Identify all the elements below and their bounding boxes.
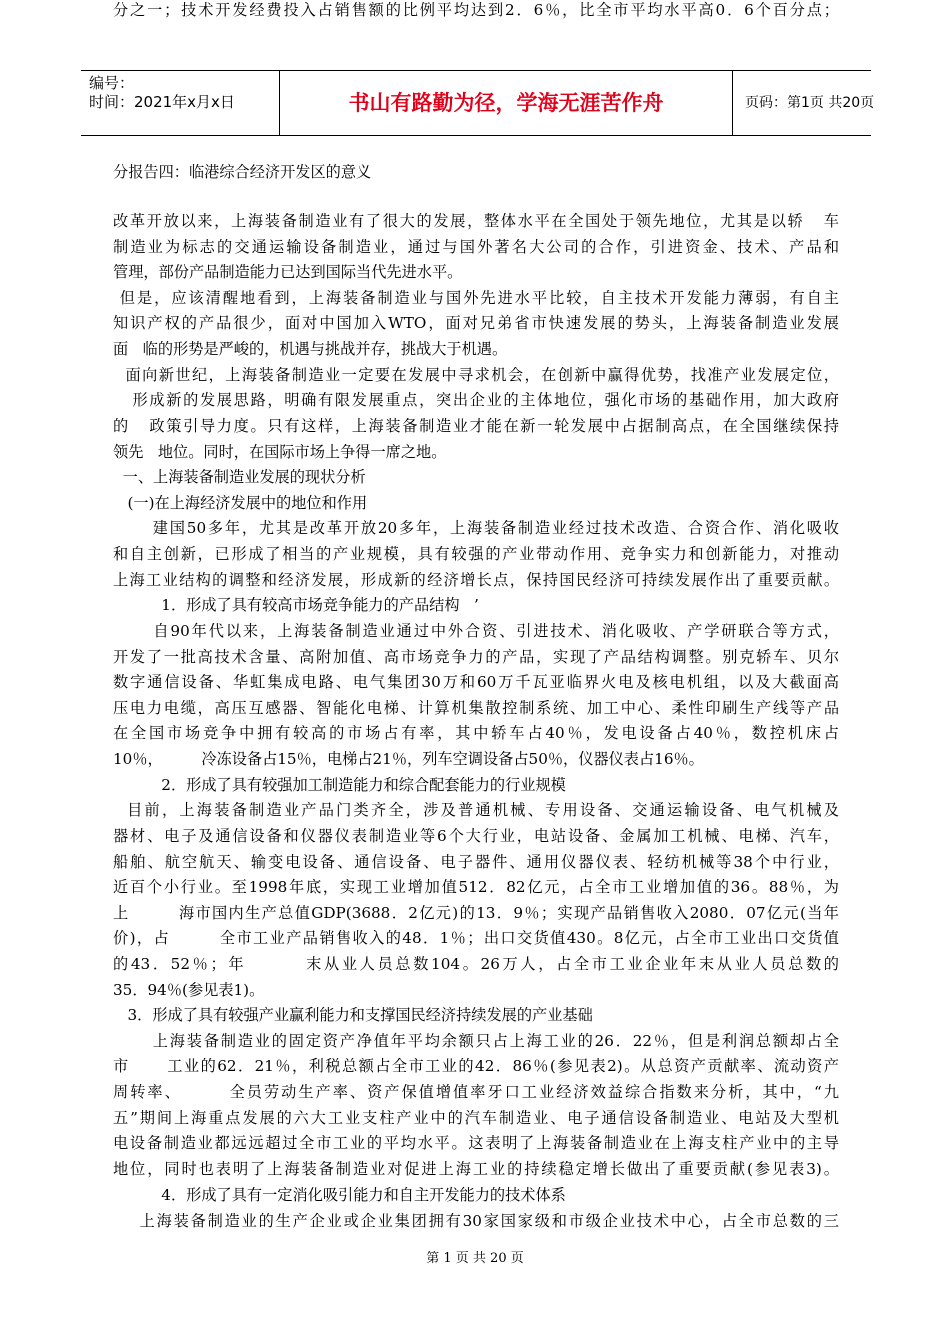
body-line: 压电力电缆，高压互感器、智能化电梯、计算机集散控制系统、加工中心、柔性印刷生产线等产品 (113, 699, 839, 717)
body-line: 3．形成了具有较强产业赢利能力和支撑国民经济持续发展的产业基础 (113, 1006, 593, 1024)
page-footer: 第 1 页 共 20 页 (426, 1251, 524, 1266)
body-line: 领先 地位。同时，在国际市场上争得一席之地。 (113, 443, 447, 461)
body-line: 但是，应该清醒地看到，上海装备制造业与国外先进水平比较，自主技术开发能力薄弱，有自主 (113, 289, 839, 307)
body-line: 制造业为标志的交通运输设备制造业，通过与国外著名大公司的合作，引进资金、技术、产品和 (113, 238, 839, 256)
body-line: 上海装备制造业的生产企业或企业集团拥有30家国家级和市级企业技术中心，占全市总数的三 (113, 1212, 839, 1230)
body-line: 数字通信设备、华虹集成电路、电气集团30万和60万千瓦亚临界火电及核电机组，以及大截面高 (113, 673, 839, 691)
body-line: 地位，同时也表明了上海装备制造业对促进上海工业的持续稳定增长做出了重要贡献(参见表3)。 (113, 1160, 839, 1178)
body-line: 的43．52％；年 末从业人员总数104。26万人，占全市工业企业年末从业人员总数的 (113, 955, 839, 973)
body-line: 一、上海装备制造业发展的现状分析 (113, 468, 366, 486)
body-line: 的 政策引导力度。只有这样，上海装备制造业才能在新一轮发展中占据制高点，在全国继续保持 (113, 417, 839, 435)
header-info-cell (81, 71, 280, 135)
body-line: 35．94％(参见表1)。 (113, 981, 265, 999)
body-line: 周转率、 全员劳动生产率、资产保值增值率牙口工业经济效益综合指数来分析，其中，“九 (113, 1083, 839, 1101)
header-page-label: 页码：第1页 共20页 (745, 95, 875, 111)
doc-number-label: 编号： (89, 74, 135, 92)
body-line: 器材、电子及通信设备和仪器仪表制造业等6个大行业，电站设备、金属加工机械、电梯、汽车， (113, 827, 839, 845)
body-line: 上海装备制造业的固定资产净值年平均余额只占上海工业的26．22％，但是利润总额却占全 (113, 1032, 839, 1050)
body-line: 市 工业的62．21％，利税总额占全市工业的42．86％(参见表2)。从总资产贡献率、流动资产 (113, 1057, 839, 1075)
body-line: 改革开放以来，上海装备制造业有了很大的发展，整体水平在全国处于领先地位，尤其是以轿 车 (113, 212, 839, 230)
body-line: 上 海市国内生产总值GDP(3688．2亿元)的13．9％；实现产品销售收入2080．07亿元(当年 (113, 904, 839, 922)
body-line: 开发了一批高技术含量、高附加值、高市场竞争力的产品，实现了产品结构调整。别克轿车、贝尔 (113, 648, 839, 666)
body-line: 形成新的发展思路，明确有限发展重点，突出企业的主体地位，强化市场的基础作用，加大政府 (113, 391, 839, 409)
body-line: 船舶、航空航天、输变电设备、通信设备、电子器件、通用仪器仪表、轻纺机械等38个中行业， (113, 853, 839, 871)
body-line: 1．形成了具有较高市场竞争能力的产品结构 ’ (113, 596, 479, 614)
body-line: 在全国市场竞争中拥有较高的市场占有率，其中轿车占40％，发电设备占40％，数控机床占 (113, 724, 839, 742)
body-line: 10％， 冷冻设备占15％，电梯占21％，列车空调设备占50％，仪器仪表占16％。 (113, 750, 704, 768)
body-line: 管理，部份产品制造能力已达到国际当代先进水平。 (113, 263, 463, 281)
body-line: 2．形成了具有较强加工制造能力和综合配套能力的行业规模 (113, 776, 566, 794)
header-table (81, 70, 875, 136)
body-line: 和自主创新，已形成了相当的产业规模，具有较强的产业带动作用、竞争实力和创新能力，对推动 (113, 545, 839, 563)
body-line: 上海工业结构的调整和经济发展，形成新的经济增长点，保持国民经济可持续发展作出了重要贡献。 (113, 571, 839, 589)
body-line: 面向新世纪，上海装备制造业一定要在发展中寻求机会，在创新中赢得优势，找准产业发展定位， (113, 366, 839, 384)
body-line: 近百个小行业。至1998年底，实现工业增加值512．82亿元，占全市工业增加值的36。88％，为 (113, 878, 839, 896)
body-line: 建国50多年，尤其是改革开放20多年，上海装备制造业经过技术改造、合资合作、消化吸收 (113, 519, 839, 537)
body-line: 自90年代以来，上海装备制造业通过中外合资、引进技术、消化吸收、产学研联合等方式， (113, 622, 839, 640)
body-line: 面 临的形势是严峻的，机遇与挑战并存，挑战大于机遇。 (113, 340, 508, 358)
body-line: 分之一；技术开发经费投入占销售额的比例平均达到2．6％，比全市平均水平高0．6个百分点； (113, 1, 839, 19)
body-line: 电设备制造业都远远超过全市工业的平均水平。这表明了上海装备制造业在上海支柱产业中的主导 (113, 1134, 839, 1152)
report-title: 分报告四：临港综合经济开发区的意义 (113, 163, 372, 181)
body-line: 价)，占 全市工业产品销售收入的48．1％；出口交货值430。8亿元，占全市工业出口交货值 (113, 929, 839, 947)
body-line: 4．形成了具有一定消化吸引能力和自主开发能力的技术体系 (113, 1186, 566, 1204)
body-line: 知识产权的产品很少，面对中国加入WTO，面对兄弟省市快速发展的势头，上海装备制造业发展 (113, 314, 839, 332)
header-motto: 书山有路勤为径，学海无涯苦作舟 (280, 71, 733, 135)
doc-time-label: 时间：2021年x月x日 (89, 93, 235, 111)
body-line: 五”期间上海重点发展的六大工业支柱产业中的汽车制造业、电子通信设备制造业、电站及大型机 (113, 1109, 839, 1127)
body-line: 目前，上海装备制造业产品门类齐全，涉及普通机械、专用设备、交通运输设备、电气机械及 (113, 801, 839, 819)
body-line: (一)在上海经济发展中的地位和作用 (113, 494, 368, 512)
